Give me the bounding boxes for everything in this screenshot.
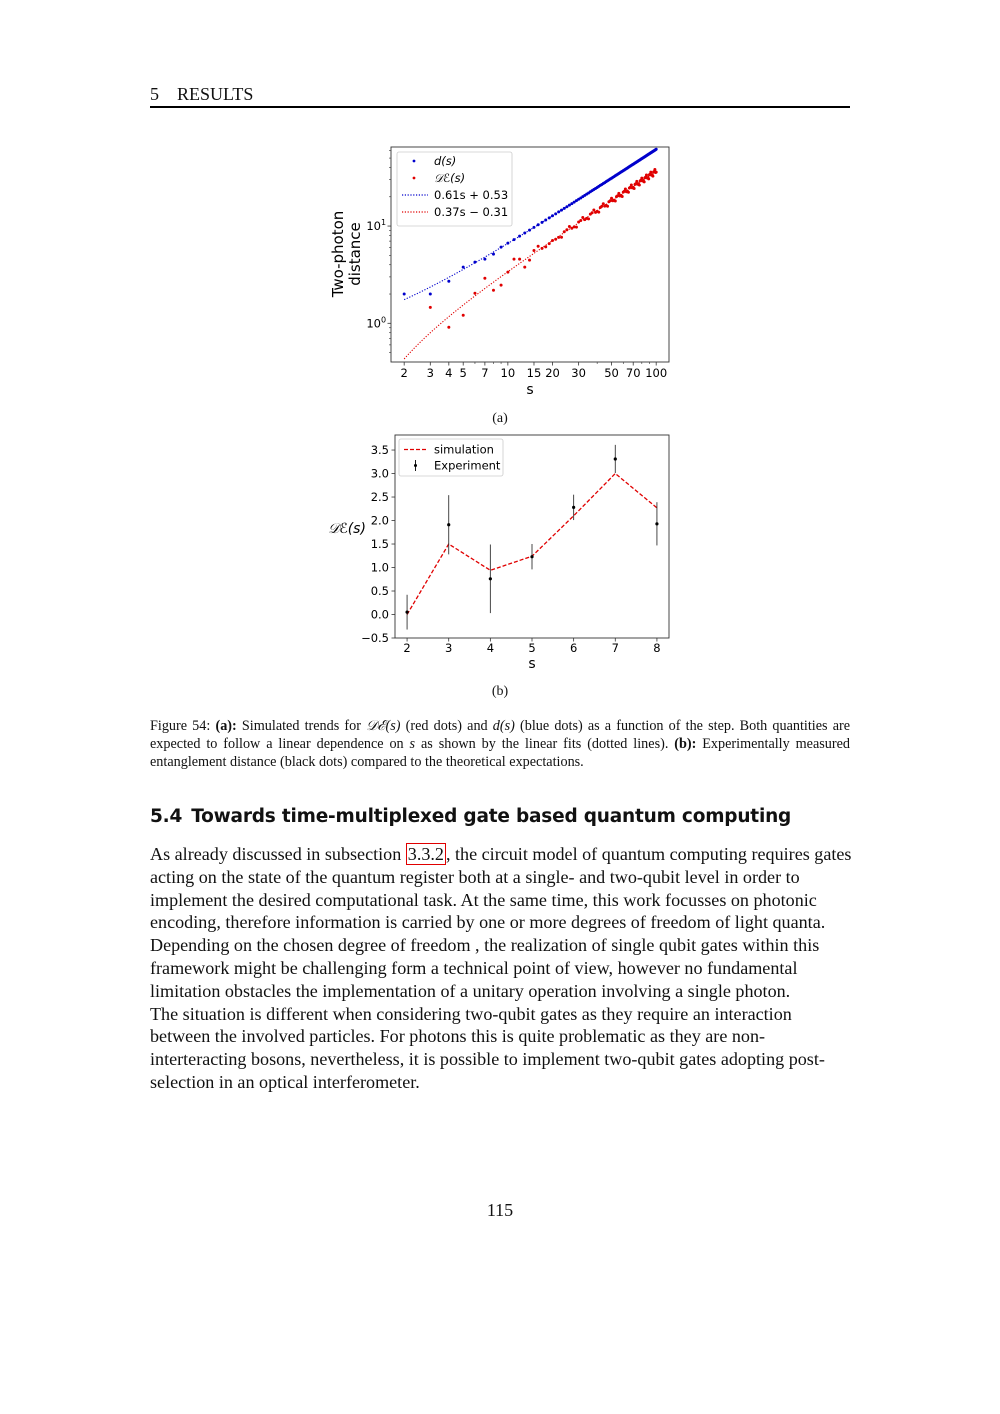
x-tick-label: 7 — [611, 641, 619, 655]
experiment-point — [614, 457, 617, 460]
data-point-de — [518, 258, 521, 261]
data-point-de — [532, 249, 535, 252]
caption-figure-label: Figure 54: — [150, 718, 211, 734]
legend-b-errorbar-dot — [414, 464, 417, 467]
y-tick-exponent: 1 — [381, 218, 387, 228]
y-tick-label: −0.5 — [361, 631, 389, 645]
data-point-de — [597, 211, 600, 214]
chart-b-legend — [399, 439, 503, 476]
x-tick-label: 6 — [569, 641, 578, 655]
data-point-d — [492, 253, 495, 256]
data-point-de — [643, 180, 646, 183]
chart-a-ylabel-line-2: distance — [346, 222, 364, 286]
x-tick-label: 8 — [653, 641, 661, 655]
data-point-de — [579, 219, 582, 222]
data-point-de — [429, 306, 432, 309]
x-tick-label: 10 — [500, 366, 516, 380]
legend-a-label-d: d(s) — [434, 154, 457, 168]
chart-a-ylabel-line-1: Two-photon — [329, 210, 347, 298]
x-tick-label: 30 — [571, 366, 586, 380]
data-point-de — [544, 245, 547, 248]
experiment-point — [447, 523, 450, 526]
experiment-point — [572, 506, 575, 509]
x-tick-label: 5 — [528, 641, 536, 655]
legend-a-label-de: 𝒟ℰ(s) — [434, 171, 466, 185]
data-point-de — [563, 230, 566, 233]
x-tick-label: 15 — [526, 366, 542, 380]
data-point-de — [551, 239, 554, 242]
data-point-de — [591, 211, 594, 214]
data-point-d — [429, 293, 432, 296]
data-point-d — [513, 238, 516, 241]
page-number: 115 — [486, 1200, 514, 1220]
data-point-d — [447, 280, 450, 283]
chart-a-two-photon-distance — [0, 0, 1000, 420]
data-point-de — [600, 205, 603, 208]
caption-text: Simulated trends for — [236, 718, 367, 734]
y-tick-label: 2.5 — [370, 490, 389, 505]
y-tick-exponent: 0 — [381, 315, 387, 325]
y-tick-label: 1.0 — [370, 560, 389, 575]
data-point-de — [635, 180, 638, 183]
data-point-de — [647, 177, 650, 180]
legend-b-label-experiment: Experiment — [434, 458, 501, 473]
chart-b-xlabel: s — [528, 656, 536, 672]
data-point-de — [638, 184, 641, 187]
x-tick-label: 3 — [426, 366, 434, 380]
x-tick-label: 20 — [545, 366, 560, 380]
data-point-de — [554, 238, 557, 241]
paragraph-text: As already discussed in subsection — [150, 844, 406, 864]
data-point-de — [528, 259, 531, 262]
y-tick-label: 0.5 — [370, 584, 389, 599]
data-point-d — [655, 148, 658, 151]
x-tick-label: 3 — [445, 641, 453, 655]
data-point-de — [500, 284, 503, 287]
chart-a-legend — [397, 152, 512, 226]
x-tick-label: 70 — [625, 366, 641, 380]
section-heading — [150, 806, 791, 827]
chart-b-ylabel: 𝒟ℰ(s) — [328, 521, 366, 537]
data-point-de — [630, 184, 633, 187]
data-point-d — [548, 216, 551, 219]
data-point-de — [523, 266, 526, 269]
data-point-de — [633, 187, 636, 190]
paragraph-text: , the circuit model of quantum computing requires gates acting on the state of the quantum register both at a single- and two-qubit level in order to implement the desired computational task. At the same time, this work focusses on photonic encoding, therefore information is carried by one or more degrees of freedom of light quanta. — [150, 844, 852, 933]
x-tick-label: 7 — [481, 366, 489, 380]
panel-b-label: (b) — [491, 684, 509, 699]
legend-a-label-fit-blue: 0.61s + 0.53 — [434, 188, 509, 202]
data-point-d — [518, 235, 521, 238]
caption-a-tag: (a): — [215, 718, 237, 734]
section-body — [150, 843, 852, 1094]
y-tick-label: 0.0 — [370, 607, 389, 622]
caption-text: (blue dots) as a function of the step. Both quantities are expected to follow a linear dependence on — [150, 718, 851, 752]
data-point-de — [621, 195, 624, 198]
data-point-d — [537, 223, 540, 226]
data-point-d — [403, 293, 406, 296]
data-point-de — [541, 247, 544, 250]
data-point-de — [537, 245, 540, 248]
data-point-de — [655, 171, 658, 174]
data-point-de — [506, 271, 509, 274]
data-point-de — [565, 228, 568, 231]
data-point-de — [651, 175, 654, 178]
x-tick-label: 4 — [445, 366, 453, 380]
data-point-d — [541, 221, 544, 224]
data-point-de — [483, 277, 486, 280]
data-point-d — [462, 266, 465, 269]
data-point-de — [649, 171, 652, 174]
data-point-de — [653, 168, 656, 171]
caption-text: (red dots) and — [400, 718, 493, 734]
caption-symbol-d: d(s) — [492, 718, 515, 734]
data-point-d — [506, 242, 509, 245]
experiment-point — [655, 522, 658, 525]
x-tick-label: 4 — [486, 641, 495, 655]
x-tick-label: 50 — [604, 366, 619, 380]
section-number: 5.4 — [150, 806, 183, 827]
header-section-number: 5 — [150, 84, 159, 104]
figure-caption — [150, 717, 850, 771]
simulation-line — [407, 474, 657, 615]
legend-b-label-simulation: simulation — [434, 442, 494, 457]
data-point-d — [528, 229, 531, 232]
experiment-point — [405, 611, 408, 614]
legend-a-dot-blue — [413, 160, 416, 163]
paragraph: The situation is different when considering two-qubit gates as they require an interaction between the involved particles. For photons this is quite problematic as they are non-interteracting bosons, nevertheless, it is possible to implement two-qubit gates adopting post-selection in an optical interferometer. — [150, 1003, 825, 1092]
x-tick-label: 2 — [403, 641, 411, 655]
data-point-d — [554, 212, 557, 215]
data-point-de — [513, 258, 516, 261]
data-point-de — [645, 173, 648, 176]
x-tick-label: 2 — [400, 366, 408, 380]
data-point-de — [617, 192, 620, 195]
y-tick-label: 10 — [366, 219, 381, 234]
data-point-d — [557, 210, 560, 213]
data-point-de — [568, 225, 571, 228]
data-point-de — [557, 236, 560, 239]
y-tick-label: 1.5 — [370, 537, 389, 552]
data-point-de — [462, 314, 465, 317]
data-point-de — [606, 205, 609, 208]
data-point-de — [610, 197, 613, 200]
chart-b-entanglement-distance — [0, 420, 1000, 680]
experiment-point — [489, 577, 492, 580]
caption-text: as shown by the linear fits (dotted lines). — [415, 736, 675, 752]
y-tick-label: 2.0 — [370, 513, 389, 528]
data-point-de — [548, 242, 551, 245]
data-point-d — [563, 207, 566, 210]
caption-b-tag: (b): — [674, 736, 697, 752]
chart-a-xlabel: s — [526, 382, 534, 398]
x-tick-label: 100 — [645, 366, 668, 380]
data-point-d — [483, 258, 486, 261]
caption-symbol-de: 𝒟ℰ(s) — [366, 718, 401, 734]
data-point-d — [500, 246, 503, 249]
data-point-d — [551, 214, 554, 217]
panel-a-label: (a) — [492, 411, 508, 426]
data-point-de — [473, 292, 476, 295]
paragraph — [150, 843, 852, 934]
data-point-d — [532, 226, 535, 229]
caption-text: Experimentally measured entanglement distance (black dots) compared to the theoretical expectations. — [150, 736, 850, 770]
header-section-title: RESULTS — [177, 84, 254, 104]
subsection-reference-link[interactable]: 3.3.2 — [407, 844, 444, 864]
data-point-de — [575, 226, 578, 229]
legend-a-dot-red — [413, 177, 416, 180]
y-tick-label: 10 — [366, 316, 381, 331]
data-point-de — [560, 236, 563, 239]
data-point-de — [614, 200, 617, 203]
legend-a-label-fit-red: 0.37s − 0.31 — [434, 205, 509, 219]
section-title: Towards time-multiplexed gate based quantum computing — [191, 806, 792, 827]
data-point-de — [640, 177, 643, 180]
paragraph: Depending on the chosen degree of freedom , the realization of single qubit gates within this framework might be challenging form a technical point of view, however no fundamental limitation obstacles the implementation of a unitary operation involving a single photon. — [150, 935, 820, 1001]
data-point-d — [544, 219, 547, 222]
x-tick-label: 5 — [459, 366, 467, 380]
y-tick-label: 3.5 — [370, 443, 389, 458]
data-point-d — [523, 232, 526, 235]
data-point-de — [447, 326, 450, 329]
data-point-de — [627, 191, 630, 194]
data-point-de — [587, 217, 590, 220]
data-point-d — [473, 261, 476, 264]
experiment-point — [530, 555, 533, 558]
data-point-de — [624, 187, 627, 190]
caption-symbol-s: s — [409, 736, 416, 752]
data-point-de — [492, 289, 495, 292]
data-point-d — [560, 209, 563, 212]
y-tick-label: 3.0 — [370, 466, 389, 481]
data-point-d — [565, 205, 568, 208]
